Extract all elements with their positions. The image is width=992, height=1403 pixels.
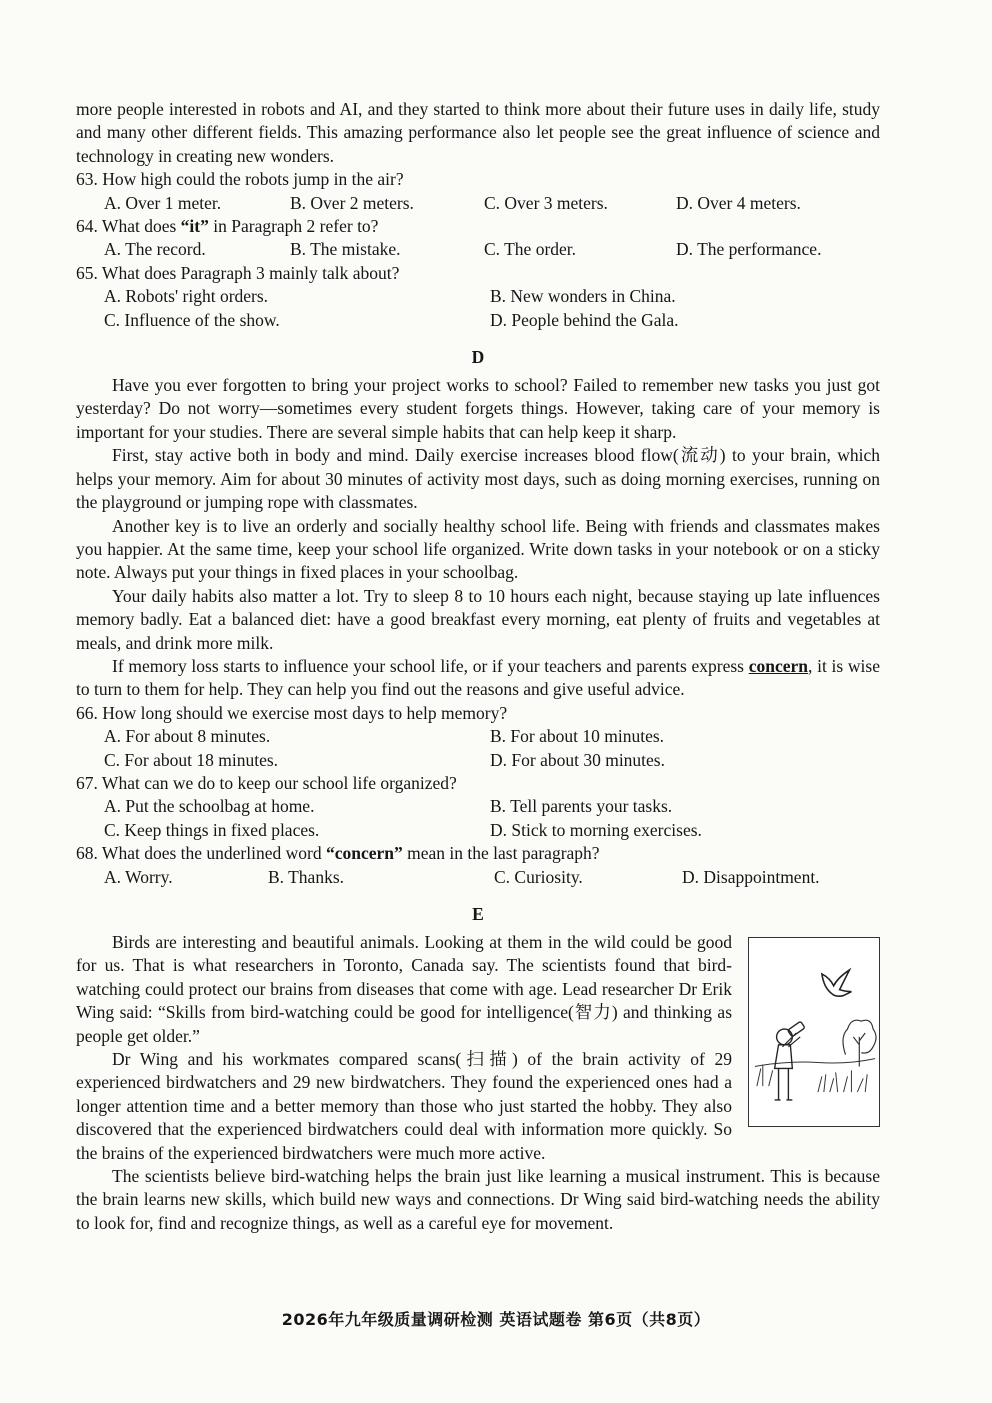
- option-63-c[interactable]: C. Over 3 meters.: [484, 192, 608, 213]
- section-d-paragraph-4: Your daily habits also matter a lot. Try to sleep 8 to 10 hours each night, because staying up late influences memory badly. Eat a balanced diet: have a good breakfast every morning, eat plenty of fruits and vegetables at meals, and drink more milk.: [76, 585, 880, 653]
- option-68-c[interactable]: C. Curiosity.: [494, 866, 583, 887]
- exam-page: [76, 98, 880, 1235]
- section-d-paragraph-3: Another key is to live an orderly and socially healthy school life. Being with friends and classmates makes you happier. At the same time, keep your school life organized. Write down tasks in your notebook or on a sticky note. Always put your things in fixed places in your schoolbag.: [76, 515, 880, 583]
- section-e-paragraph-2: Dr Wing and his workmates compared scans(扫描) of the brain activity of 29 experienced birdwatchers and 29 new birdwatchers. They found the experienced ones had a longer attention time and a better memory than those who just started the hobby. They also discovered that the experienced birdwatchers could deal with information more quickly. So the brains of the experienced birdwatchers were much more active.: [76, 1049, 732, 1163]
- question-64-text: 64. What does: [76, 216, 181, 237]
- options-66: [76, 725, 880, 772]
- option-67-b[interactable]: B. Tell parents your tasks.: [490, 796, 673, 817]
- birdwatcher-drawing: [749, 938, 879, 1126]
- option-63-b[interactable]: B. Over 2 meters.: [290, 192, 414, 213]
- option-66-d[interactable]: D. For about 30 minutes.: [490, 749, 665, 770]
- section-e-paragraph-1: Birds are interesting and beautiful animals. Looking at them in the wild could be good for us. That is what researchers in Toronto, Canada say. The scientists found that bird-watching could protect our brains from diseases that come with age. Lead researcher Dr Erik Wing said: “Skills from bird-watching could be good for intelligence(智力) and thinking as people get older.”: [76, 932, 732, 1046]
- underlined-word-concern: concern: [748, 655, 808, 676]
- option-67-d[interactable]: D. Stick to morning exercises.: [490, 819, 702, 840]
- option-63-a[interactable]: A. Over 1 meter.: [104, 192, 222, 213]
- option-67-c[interactable]: C. Keep things in fixed places.: [104, 819, 320, 840]
- question-63: 63. How high could the robots jump in the air?: [76, 169, 404, 190]
- section-d-paragraph-5: [76, 655, 880, 702]
- option-65-c[interactable]: C. Influence of the show.: [104, 309, 280, 330]
- question-66: 66. How long should we exercise most days to help memory?: [76, 702, 508, 723]
- option-66-a[interactable]: A. For about 8 minutes.: [104, 726, 271, 747]
- passage-c-end: more people interested in robots and AI, and they started to think more about their future uses in daily life, study and many other different fields. This amazing performance also let people see the great influence of science and technology in creating new wonders.: [76, 99, 880, 166]
- binoculars-icon: [788, 1021, 805, 1036]
- page-footer: 2026年九年级质量调研检测 英语试题卷 第6页（共8页）: [281, 1310, 711, 1329]
- option-63-d[interactable]: D. Over 4 meters.: [676, 192, 801, 213]
- options-65: [76, 285, 880, 332]
- question-68: [76, 842, 880, 865]
- paragraph-5-text-end: , it is wise to turn to them for help. They can help you find out the reasons and give useful advice.: [76, 655, 880, 700]
- option-65-b[interactable]: B. New wonders in China.: [490, 286, 676, 307]
- person-icon: [777, 1029, 793, 1045]
- option-67-a[interactable]: A. Put the schoolbag at home.: [104, 796, 315, 817]
- section-d-paragraph-1: Have you ever forgotten to bring your project works to school? Failed to remember new tasks you just got yesterday? Do not worry—sometimes every student forgets things. However, taking care of your memory is important for your studies. There are several simple habits that can help keep it sharp.: [76, 375, 880, 442]
- question-64: [76, 215, 880, 238]
- options-64: [76, 238, 880, 261]
- section-e-heading: E: [472, 904, 484, 924]
- question-64-keyword: “it”: [180, 216, 209, 237]
- question-68-text-end: mean in the last paragraph?: [402, 843, 600, 864]
- option-66-c[interactable]: C. For about 18 minutes.: [104, 749, 279, 770]
- section-d-paragraph-2: First, stay active both in body and mind. Daily exercise increases blood flow(流动) to your brain, which helps your memory. Aim for about 30 minutes of activity most days, such as doing morning exercises, running on the playground or jumping rope with classmates.: [76, 445, 880, 513]
- question-65: 65. What does Paragraph 3 mainly talk about?: [76, 262, 400, 283]
- option-64-b[interactable]: B. The mistake.: [290, 239, 401, 260]
- option-65-d[interactable]: D. People behind the Gala.: [490, 309, 679, 330]
- options-63: [76, 192, 880, 215]
- question-68-keyword: “concern”: [325, 843, 403, 864]
- paragraph-5-text: If memory loss starts to influence your school life, or if your teachers and parents express: [112, 655, 749, 676]
- option-68-a[interactable]: A. Worry.: [104, 866, 173, 887]
- question-64-text-end: in Paragraph 2 refer to?: [208, 216, 379, 237]
- question-67: 67. What can we do to keep our school life organized?: [76, 772, 457, 793]
- question-68-text: 68. What does the underlined word: [76, 843, 326, 864]
- grass-icon: [818, 1070, 867, 1092]
- option-68-b[interactable]: B. Thanks.: [268, 866, 344, 887]
- section-d-heading: D: [471, 347, 485, 368]
- option-66-b[interactable]: B. For about 10 minutes.: [490, 726, 665, 747]
- option-64-c[interactable]: C. The order.: [484, 239, 577, 260]
- bird-icon: [822, 970, 852, 996]
- option-68-d[interactable]: D. Disappointment.: [682, 866, 820, 887]
- section-e-paragraph-3: The scientists believe bird-watching helps the brain just like learning a musical instrument. This is because the brain learns new skills, which build new ways and connections. Dr Wing said bird-watching needs the ability to look for, find and recognize things, as well as a careful eye for movement.: [76, 1166, 880, 1233]
- options-67: [76, 795, 880, 842]
- option-65-a[interactable]: A. Robots' right orders.: [104, 286, 269, 307]
- birdwatcher-illustration: [748, 937, 880, 1127]
- option-64-d[interactable]: D. The performance.: [676, 239, 822, 260]
- option-64-a[interactable]: A. The record.: [104, 239, 206, 260]
- options-68: [76, 866, 880, 889]
